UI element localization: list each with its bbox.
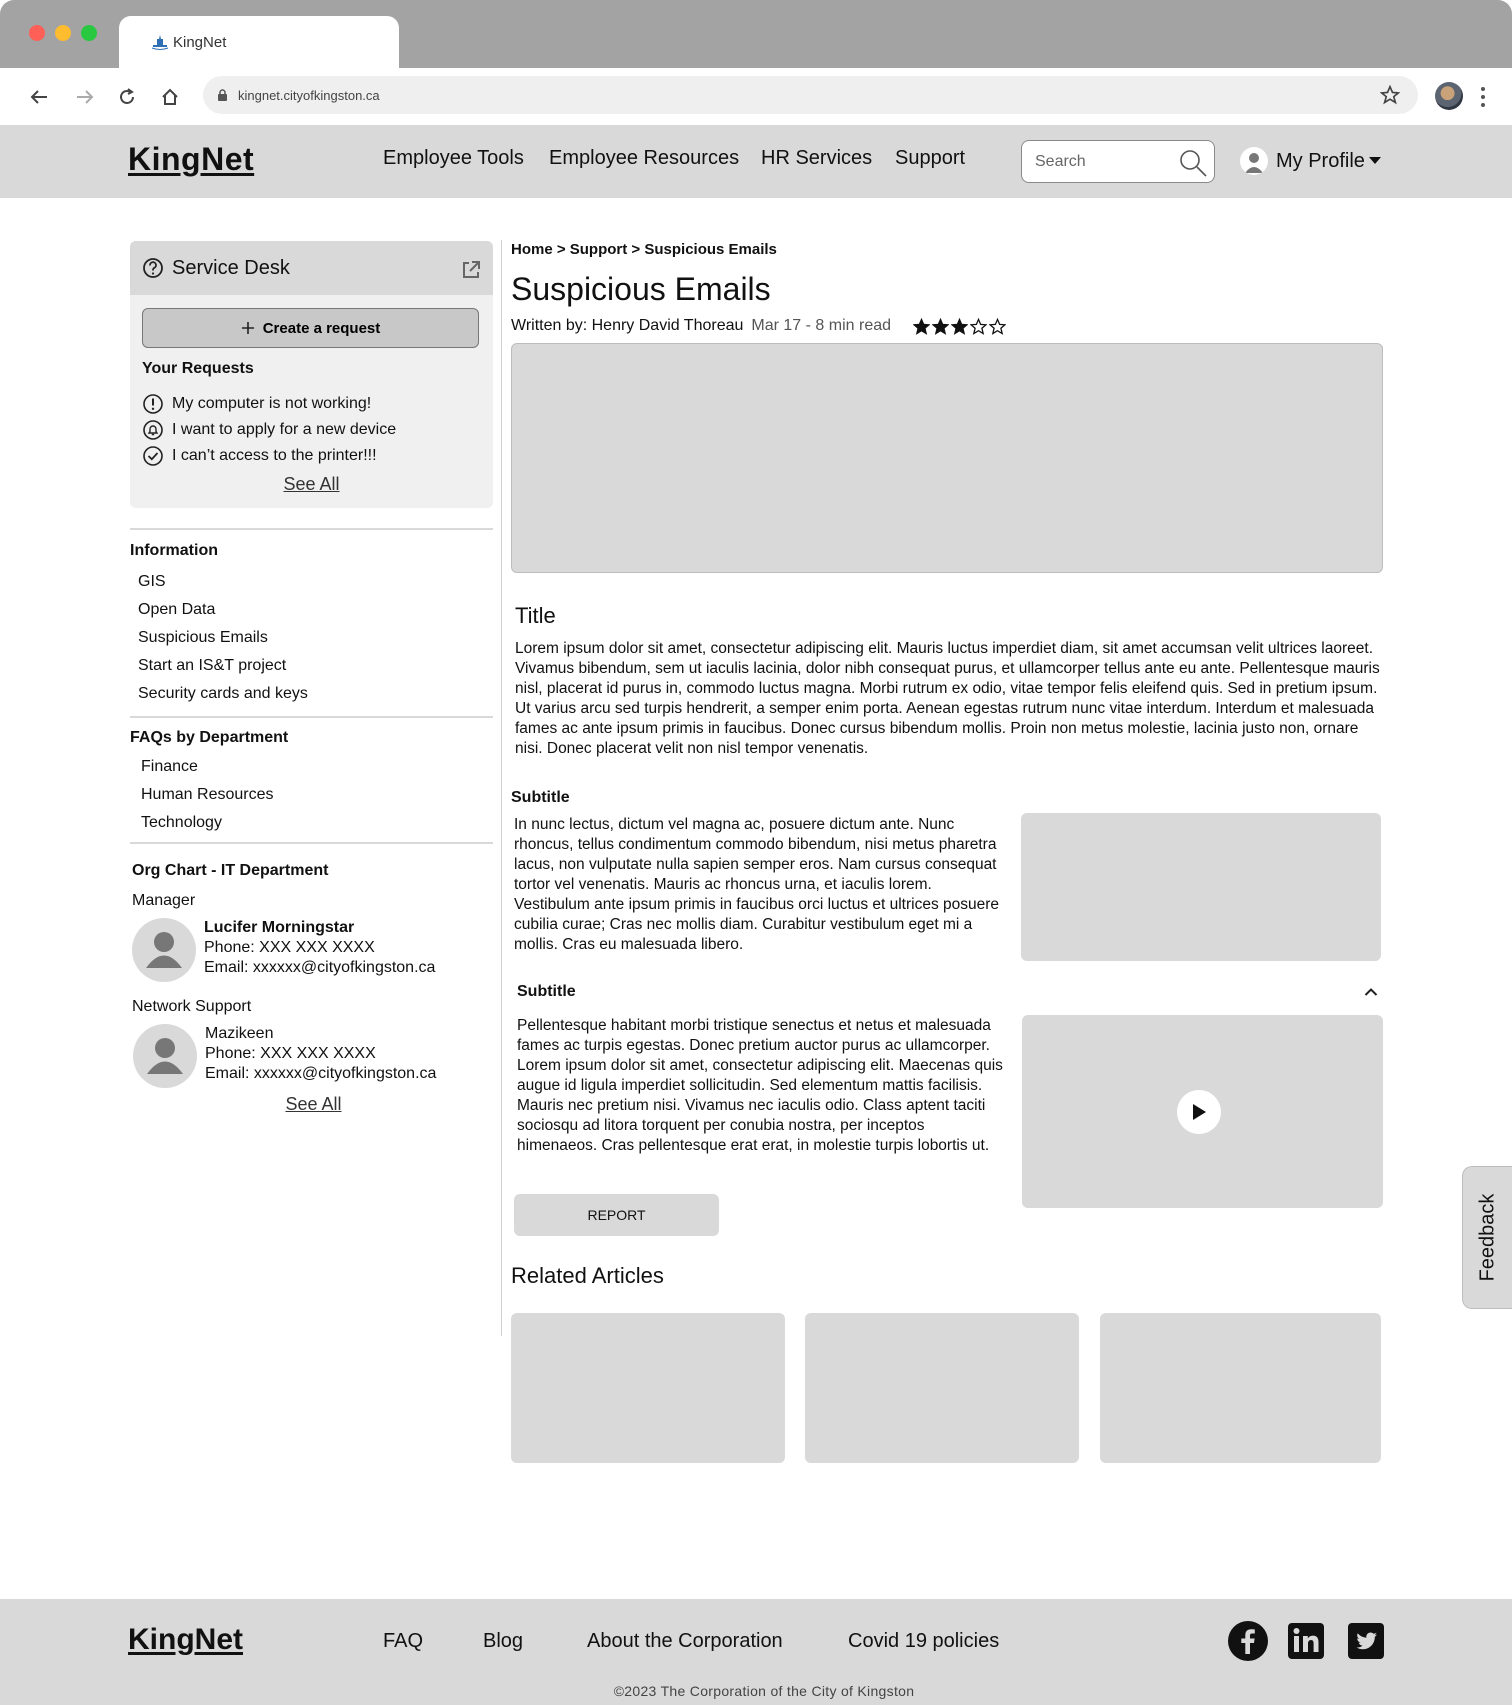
service-desk-title: Service Desk — [172, 256, 290, 279]
request-label: I want to apply for a new device — [172, 421, 397, 438]
person-phone: Phone: XXX XXX XXXX — [204, 939, 375, 956]
create-request-label: Create a request — [262, 319, 381, 337]
rating-stars[interactable] — [913, 318, 1006, 335]
nav-hr-services[interactable]: HR Services — [761, 147, 873, 169]
article-meta: Mar 17 - 8 min read — [751, 317, 892, 334]
external-link-icon[interactable] — [461, 260, 481, 285]
article-byline — [511, 317, 1006, 335]
star-empty-icon[interactable] — [989, 318, 1006, 335]
section-title: Title — [515, 603, 556, 628]
person-name: Mazikeen — [205, 1025, 274, 1042]
your-requests-heading: Your Requests — [142, 360, 254, 377]
search-input[interactable] — [1035, 153, 1175, 171]
address-bar[interactable] — [203, 76, 1418, 114]
related-articles-heading: Related Articles — [511, 1263, 664, 1288]
star-filled-icon[interactable] — [913, 318, 930, 335]
article-paragraph: Pellentesque habitant morbi tristique senectus et netus et malesuada fames ac turpis egestas. Donec pretium auctor purus ac ullamcorper. Lorem ipsum dolor sit amet, consectetur adipiscing elit. Maecenas quis augue id ligula imperdiet sollicitudin. Sed elementum mattis facilisis. Mauris nec pretium nisi. Vivamus nec iaculis odio. Class aptent taciti sociosqu ad litora torquent per conubia nostra, per inceptos himenaeos. Cras pellentesque erat erat, in molestie turpis lobortis ut. — [517, 1017, 1003, 1154]
sidebar — [130, 241, 493, 1124]
person-avatar-icon — [133, 1024, 197, 1088]
browser-menu-icon[interactable] — [1475, 82, 1491, 112]
browser-tab-title: KingNet — [173, 33, 227, 51]
linkedin-icon[interactable] — [1286, 1621, 1326, 1661]
bookmark-star-icon[interactable] — [1380, 85, 1400, 108]
play-icon[interactable] — [1177, 1090, 1221, 1134]
search-box — [1021, 140, 1215, 183]
footer-link-blog[interactable]: Blog — [483, 1630, 524, 1652]
feedback-tab[interactable] — [1462, 1166, 1512, 1309]
site-footer — [0, 1599, 1512, 1705]
star-filled-icon[interactable] — [932, 318, 949, 335]
org-person-info — [204, 918, 435, 978]
browser-profile-avatar[interactable] — [1435, 82, 1463, 110]
star-empty-icon[interactable] — [970, 318, 987, 335]
lock-icon — [217, 89, 228, 102]
back-arrow-icon[interactable] — [24, 82, 54, 112]
org-person-card[interactable] — [130, 918, 493, 992]
video-player[interactable] — [1022, 1015, 1383, 1208]
user-avatar-icon — [1240, 147, 1268, 175]
person-name: Lucifer Morningstar — [204, 919, 355, 936]
nav-employee-tools[interactable]: Employee Tools — [383, 147, 524, 169]
info-link-gis[interactable]: GIS — [138, 573, 166, 590]
bell-circle-icon — [142, 419, 164, 441]
site-logo[interactable]: KingNet — [128, 141, 255, 177]
copyright: ©2023 The Corporation of the City of Kingston — [613, 1683, 915, 1699]
browser-tab-bar — [0, 0, 1512, 68]
request-label: My computer is not working! — [172, 395, 372, 412]
browser-tab[interactable] — [119, 16, 399, 68]
see-all-org-chart-link[interactable]: See All — [285, 1094, 342, 1114]
faq-link-finance[interactable]: Finance — [141, 758, 198, 775]
service-desk-header — [130, 241, 493, 295]
chevron-down-icon — [1369, 157, 1381, 165]
home-icon[interactable] — [155, 82, 185, 112]
org-person-card[interactable] — [131, 1024, 494, 1098]
info-link-ist-project[interactable]: Start an IS&T project — [138, 657, 287, 674]
org-chart-heading: Org Chart - IT Department — [132, 862, 329, 879]
request-list — [142, 391, 396, 469]
profile-menu[interactable] — [1240, 147, 1381, 175]
hero-image — [511, 343, 1383, 573]
related-article-card[interactable] — [805, 1313, 1079, 1463]
request-item[interactable] — [142, 417, 396, 443]
request-item[interactable] — [142, 443, 396, 469]
request-item[interactable] — [142, 391, 396, 417]
see-all-requests-link[interactable]: See All — [283, 474, 340, 494]
help-circle-icon — [142, 257, 164, 279]
search-icon[interactable] — [1178, 148, 1208, 183]
reload-icon[interactable] — [112, 82, 142, 112]
info-link-open-data[interactable]: Open Data — [138, 601, 216, 618]
star-filled-icon[interactable] — [951, 318, 968, 335]
org-chart-section — [130, 844, 493, 1124]
subtitle: Subtitle — [517, 983, 576, 1000]
facebook-icon[interactable] — [1228, 1621, 1268, 1661]
minimize-window-button[interactable] — [55, 25, 71, 41]
feedback-label: Feedback — [1476, 1193, 1498, 1282]
service-desk-panel — [130, 241, 493, 508]
article-author: Written by: Henry David Thoreau — [511, 317, 744, 334]
footer-link-covid[interactable]: Covid 19 policies — [848, 1630, 1000, 1652]
alert-circle-icon — [142, 393, 164, 415]
person-email: Email: xxxxxx@cityofkingston.ca — [205, 1065, 437, 1082]
info-link-security-cards[interactable]: Security cards and keys — [138, 685, 308, 702]
request-label: I can’t access to the printer!!! — [172, 447, 377, 464]
person-email: Email: xxxxxx@cityofkingston.ca — [204, 959, 436, 976]
nav-employee-resources[interactable]: Employee Resources — [549, 147, 740, 169]
chevron-up-icon[interactable] — [1364, 987, 1380, 999]
twitter-icon[interactable] — [1346, 1621, 1386, 1661]
faq-link-technology[interactable]: Technology — [141, 814, 222, 831]
subtitle: Subtitle — [511, 789, 570, 806]
info-link-suspicious-emails[interactable]: Suspicious Emails — [138, 629, 268, 646]
org-role-manager: Manager — [132, 892, 196, 909]
profile-label: My Profile — [1276, 149, 1365, 172]
plus-icon — [241, 321, 255, 335]
site-header — [0, 125, 1512, 198]
person-phone: Phone: XXX XXX XXXX — [205, 1045, 376, 1062]
browser-toolbar — [0, 68, 1512, 125]
forward-arrow-icon[interactable] — [70, 82, 100, 112]
article-image — [1021, 813, 1381, 961]
person-avatar-icon — [132, 918, 196, 982]
breadcrumb[interactable]: Home > Support > Suspicious Emails — [511, 241, 777, 258]
city-favicon-icon — [151, 33, 169, 51]
close-window-button[interactable] — [29, 25, 45, 41]
sidebar-divider — [501, 240, 502, 1336]
related-article-card[interactable] — [1100, 1313, 1381, 1463]
footer-link-faq[interactable]: FAQ — [383, 1630, 424, 1652]
information-section — [130, 530, 493, 716]
article-paragraph: Lorem ipsum dolor sit amet, consectetur adipiscing elit. Mauris luctus imperdiet diam, sit amet accumsan velit ultrices laoreet. Vivamus bibendum, sem ut iaculis lacinia, dolor nibh consequat purus, et ullamcorper tellus ante eu ante. Pellentesque mauris nisl, placerat id purus in, commodo luctus magna. Morbi rutrum ex odio, vitae tempor felis eleifend quis. Sed in pretium ipsum. Ut varius arcu sed turpis hendrerit, a semper enim porta. Aenean egestas rutrum nunc vitae interdum. Interdum et malesuada fames ac ante ipsum primis in faucibus. Donec cursus bibendum mollis. Proin non metus molestie, lacinia justo non, ornare nisi. Donec placerat velit non nisl tempor venenatis. — [515, 640, 1380, 757]
check-circle-icon — [142, 445, 164, 467]
maximize-window-button[interactable] — [81, 25, 97, 41]
page-title: Suspicious Emails — [511, 271, 771, 307]
faq-link-human-resources[interactable]: Human Resources — [141, 786, 274, 803]
information-heading: Information — [130, 542, 218, 559]
faqs-section — [130, 718, 493, 842]
report-button[interactable]: REPORT — [514, 1194, 719, 1236]
related-article-card[interactable] — [511, 1313, 785, 1463]
nav-support[interactable]: Support — [895, 147, 966, 169]
article-paragraph: In nunc lectus, dictum vel magna ac, posuere dictum ante. Nunc rhoncus, tellus condimentum commodo bibendum, nisi metus pharetra lacus, non vulputate nulla sapien semper eros. Nam cursus consequat tortor vel venenatis. Mauris ac rhoncus urna, et iaculis lorem. Vestibulum ante ipsum primis in faucibus orci luctus et ultrices posuere cubilia curae; Cras nec mollis diam. Curabitur vestibulum eget mi a mollis. Cras eu malesuada libero. — [514, 816, 1000, 953]
org-role-network-support: Network Support — [132, 998, 252, 1015]
org-person-info — [205, 1024, 436, 1084]
footer-logo[interactable]: KingNet — [128, 1623, 243, 1656]
footer-link-about[interactable]: About the Corporation — [587, 1630, 783, 1652]
faqs-heading: FAQs by Department — [130, 729, 289, 746]
url-text: kingnet.cityofkingston.ca — [238, 87, 380, 103]
create-request-button[interactable] — [142, 308, 479, 348]
